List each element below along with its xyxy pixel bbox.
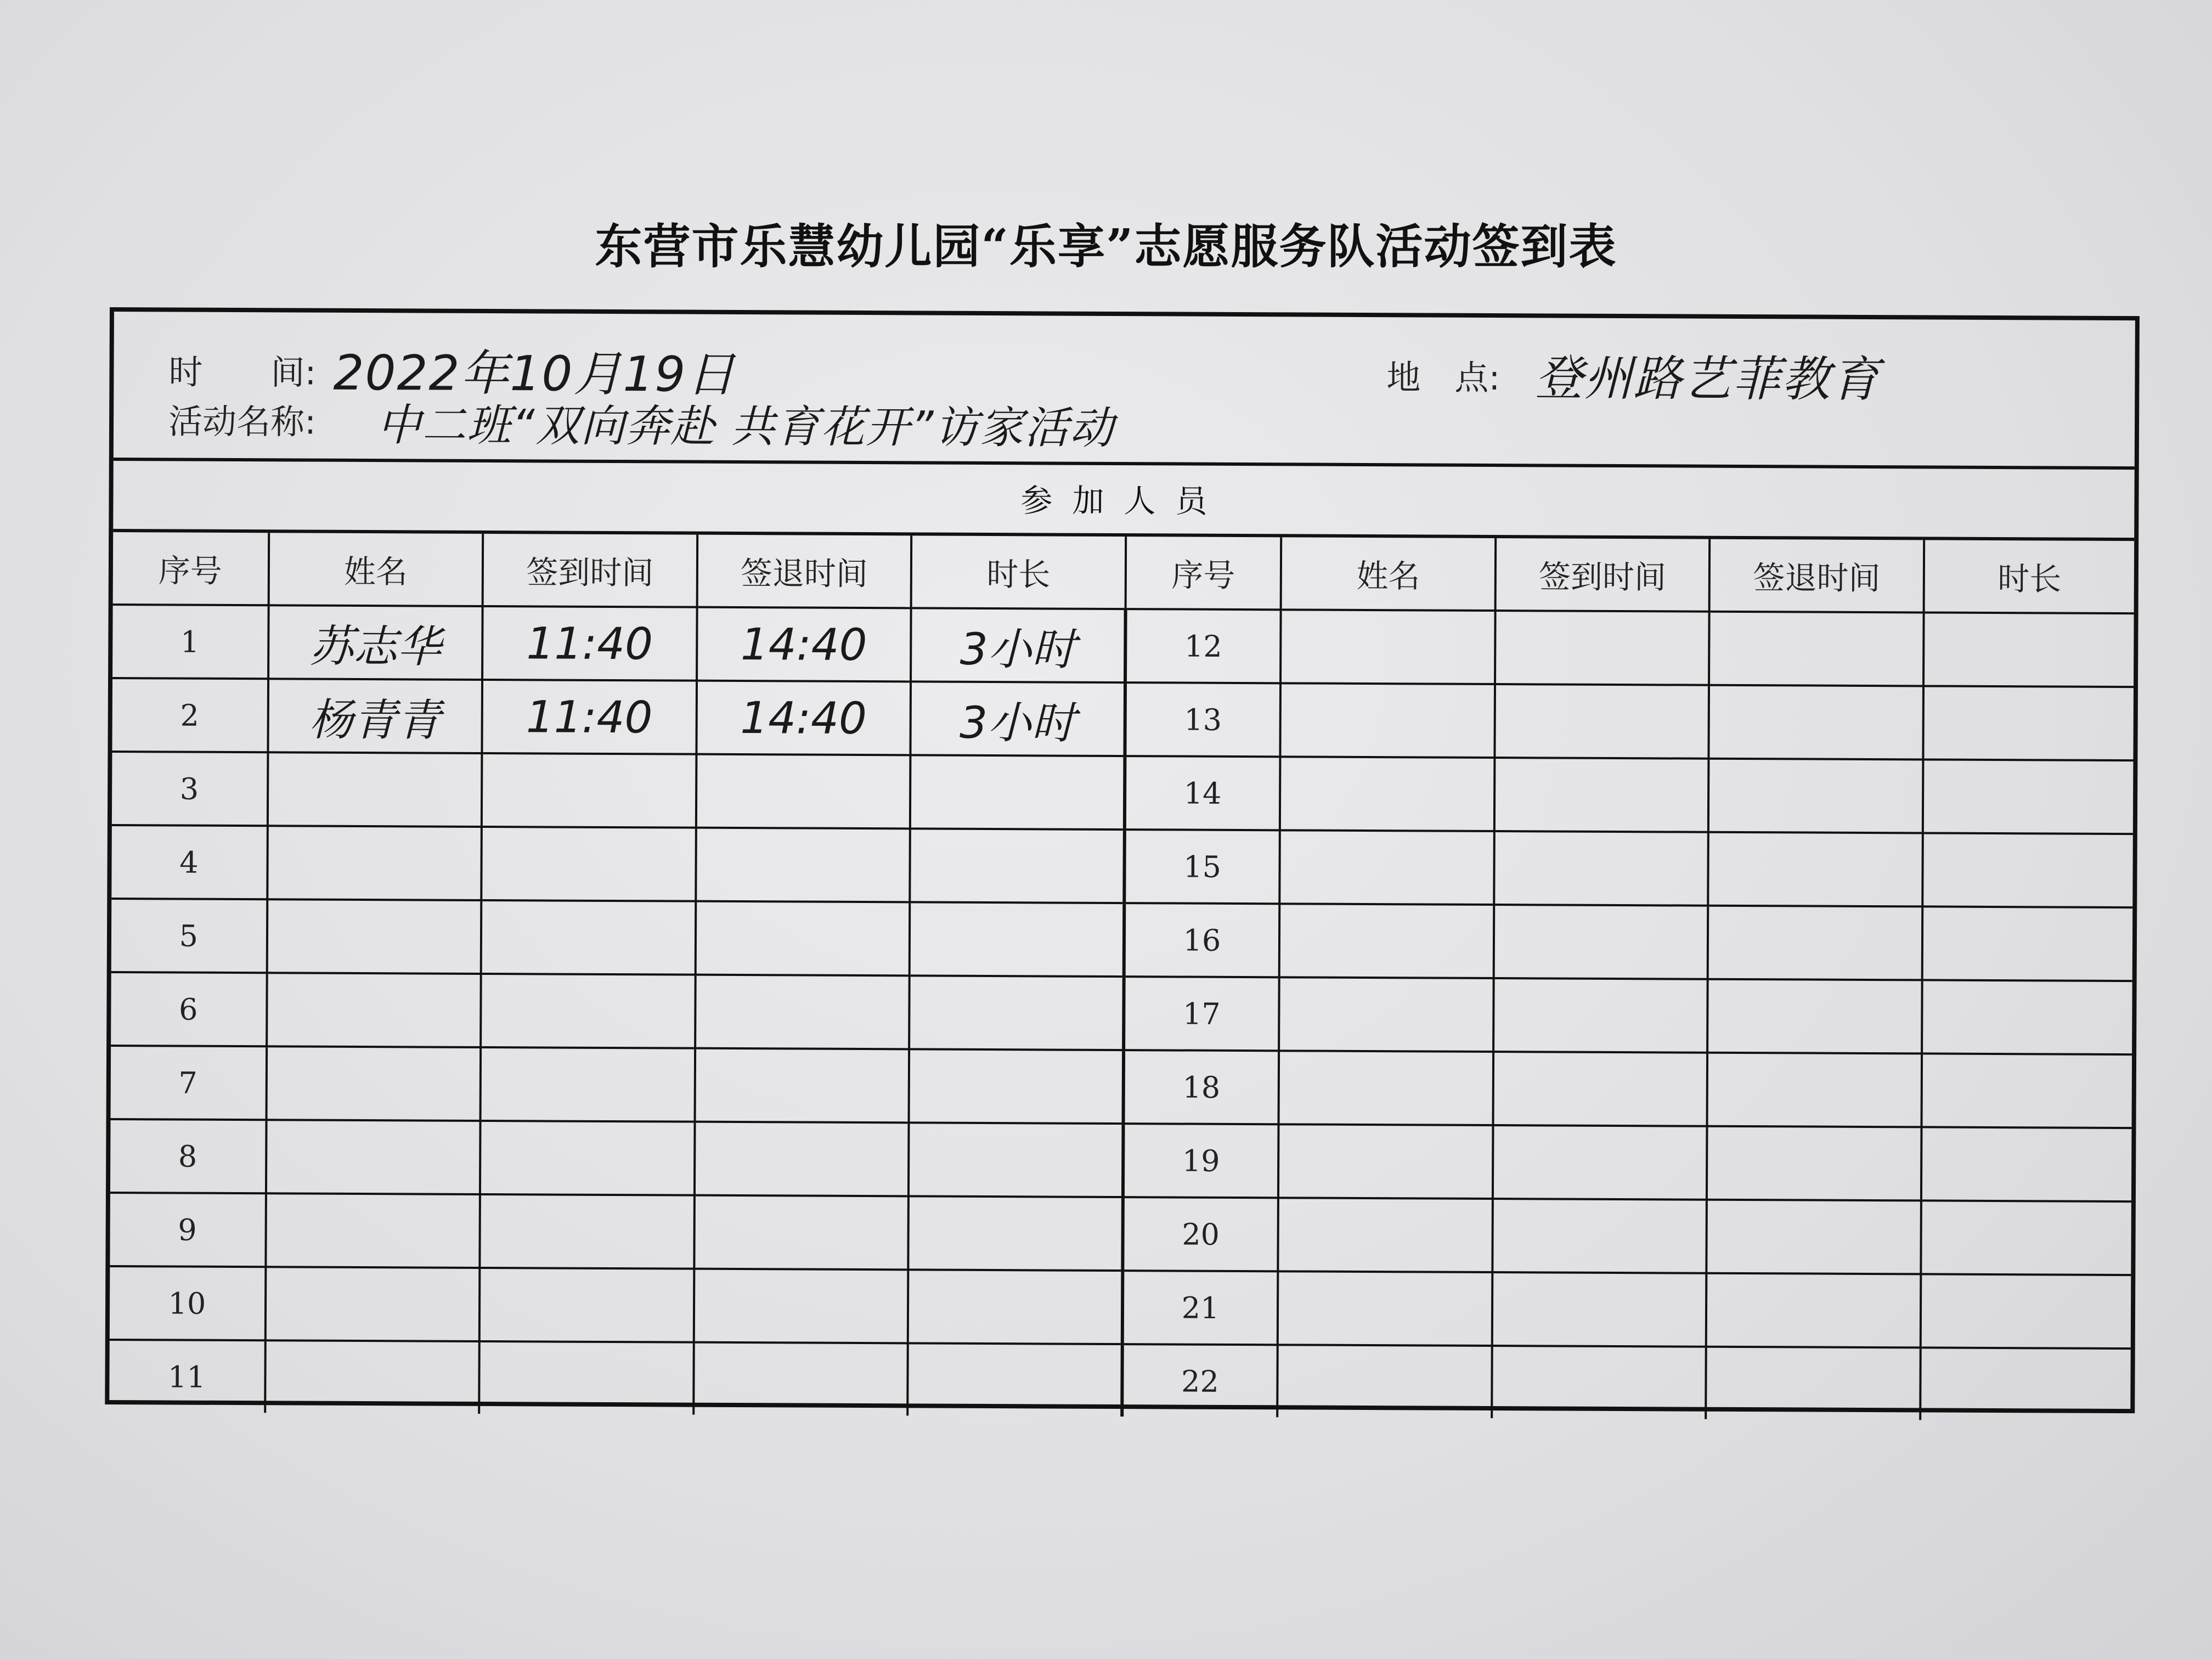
seq-cell: 16 [1124,903,1279,977]
sign-in-time-cell [1493,1052,1707,1126]
table-row [110,1193,2131,1275]
seq-cell: 8 [110,1119,266,1193]
sign-in-time-cell [481,974,695,1048]
table-row [112,605,2134,687]
activity-name-value: 中二班“双向奔赴 共育花开”访家活动 [376,399,1115,454]
duration-cell [1923,686,2134,760]
duration-cell [909,1122,1123,1197]
sign-out-time-cell [1708,906,1922,980]
sign-out-time-cell [1709,612,1923,686]
duration-cell [1923,612,2134,687]
name-cell [265,1267,479,1341]
duration-cell [1922,833,2133,907]
activity-name-label: 活动名称: [168,401,317,442]
column-header: 签到时间 [483,534,697,607]
duration-cell [909,975,1124,1050]
sign-in-time-cell [1492,1199,1707,1273]
sign-in-time-cell [480,1194,695,1269]
sign-in-time-cell [479,1341,693,1415]
seq-cell: 12 [1125,609,1281,683]
column-header: 签退时间 [1709,539,1924,613]
sign-in-time-cell [1494,831,1708,906]
sign-in-time-cell [481,900,696,975]
sign-out-time-cell [1708,832,1923,907]
duration-cell: 3小时 [911,608,1125,682]
sign-in-time-cell [1494,905,1708,979]
name-cell [1280,830,1494,905]
seq-cell: 5 [111,899,267,973]
sign-out-time-cell [1706,1273,1921,1348]
seq-cell: 14 [1125,756,1280,830]
table-row [112,752,2134,834]
duration-cell [1921,1053,2132,1128]
column-header: 姓名 [268,533,483,606]
column-header: 签到时间 [1495,538,1709,612]
duration-cell [1921,1274,2131,1348]
sign-out-time-cell [695,975,910,1049]
name-cell [267,899,481,974]
time-value: 2022年10月19日 [333,344,736,403]
sign-in-time-cell [479,1268,694,1342]
sign-in-time-cell [1495,611,1709,685]
sign-out-time-cell [696,828,910,902]
sign-out-time-cell: 14:40 [697,607,911,682]
sign-out-time-cell: 14:40 [696,681,911,755]
time-label: 时 间: [168,352,317,393]
column-header: 时长 [911,535,1126,609]
name-cell [1280,757,1494,831]
seq-cell: 18 [1123,1050,1279,1124]
name-cell [1278,1345,1492,1418]
sign-in-time-cell [1494,758,1709,832]
sign-out-time-cell [1707,1053,1922,1127]
sign-out-time-cell [1707,1200,1921,1274]
place-label: 地 点: [1386,357,1500,398]
seq-cell: 10 [110,1266,266,1340]
seq-cell: 1 [112,605,268,679]
sign-out-time-cell [694,1195,909,1270]
sign-in-time-cell: 11:40 [482,680,697,754]
name-cell [266,1120,481,1194]
duration-cell [910,755,1125,830]
duration-cell [1921,1200,2131,1275]
seq-cell: 20 [1122,1197,1278,1271]
sign-out-time-cell [1707,979,1922,1054]
name-cell [266,1046,481,1121]
name-cell [1278,1124,1493,1199]
duration-cell [907,1343,1122,1417]
sign-out-time-cell [1706,1347,1920,1420]
seq-cell: 21 [1122,1271,1278,1345]
seq-cell: 2 [112,678,268,752]
table-row [111,972,2132,1054]
name-cell [268,752,482,827]
name-cell [1280,610,1495,684]
table-row [111,1046,2132,1128]
sign-in-time-cell [1492,1272,1707,1347]
duration-cell [1920,1347,2131,1421]
table-row [111,825,2133,907]
sign-out-time-cell [695,901,910,976]
place-value: 登州路艺菲教育 [1534,349,1881,408]
sign-out-time-cell [693,1269,908,1344]
name-cell [1278,1198,1493,1272]
table-row [111,899,2133,981]
duration-cell [909,1196,1123,1271]
column-header: 签退时间 [697,535,911,608]
table-row [109,1340,2131,1421]
sign-out-time-cell [1709,685,1923,760]
name-cell [1279,904,1494,978]
sign-out-time-cell [1708,759,1923,833]
duration-cell [1923,759,2134,834]
duration-cell [908,1269,1122,1344]
seq-cell: 17 [1124,977,1279,1051]
sign-in-time-cell [1493,1125,1707,1200]
sign-in-time-cell [480,1121,695,1195]
sign-in-time-cell [481,827,696,901]
seq-cell: 19 [1123,1124,1279,1198]
name-cell [1279,977,1493,1052]
name-cell: 苏志华 [268,605,483,680]
sign-in-time-cell [481,1047,695,1122]
column-header: 序号 [1125,537,1281,610]
seq-cell: 11 [109,1340,265,1413]
duration-cell [910,828,1124,903]
sign-out-time-cell [695,1122,909,1197]
seq-cell: 15 [1124,830,1280,904]
attendance-table [109,532,2134,1421]
seq-cell: 7 [111,1046,267,1120]
sign-out-time-cell [695,1048,909,1123]
seq-cell: 4 [111,825,267,899]
duration-cell [909,1049,1124,1124]
sign-in-time-cell [482,753,696,828]
sign-out-time-cell [696,754,911,829]
duration-cell [1921,1127,2132,1201]
name-cell [1278,1271,1492,1346]
duration-cell [910,902,1124,977]
column-header: 姓名 [1281,537,1496,611]
seq-cell: 9 [110,1193,266,1267]
sign-in-form [105,307,2140,1413]
sign-in-time-cell [1492,1346,1706,1419]
seq-cell: 22 [1122,1344,1278,1417]
sign-out-time-cell [1707,1126,1921,1201]
form-header-info [114,312,2135,470]
duration-cell: 3小时 [911,681,1125,756]
name-cell [267,973,481,1047]
sign-out-time-cell [693,1342,908,1416]
sign-in-time-cell [1494,684,1709,759]
name-cell [265,1340,479,1414]
column-header: 时长 [1923,540,2134,613]
sign-in-time-cell: 11:40 [482,606,697,681]
name-cell [1280,683,1495,758]
seq-cell: 3 [112,752,268,826]
name-cell [266,1193,480,1268]
duration-cell [1922,906,2132,981]
name-cell [267,826,482,900]
table-header-row [113,532,2135,613]
seq-cell: 13 [1125,682,1280,757]
seq-cell: 6 [111,972,267,1046]
table-row [110,1266,2131,1348]
column-header: 序号 [113,532,269,605]
table-row [112,678,2134,760]
form-title: 东营市乐慧幼儿园“乐享”志愿服务队活动签到表 [595,219,1617,274]
duration-cell [1922,980,2132,1054]
name-cell: 杨青青 [268,679,482,753]
name-cell [1279,1051,1493,1125]
sign-in-time-cell [1493,978,1708,1053]
table-row [110,1119,2132,1201]
participants-heading: 参加人员 [113,461,2135,541]
